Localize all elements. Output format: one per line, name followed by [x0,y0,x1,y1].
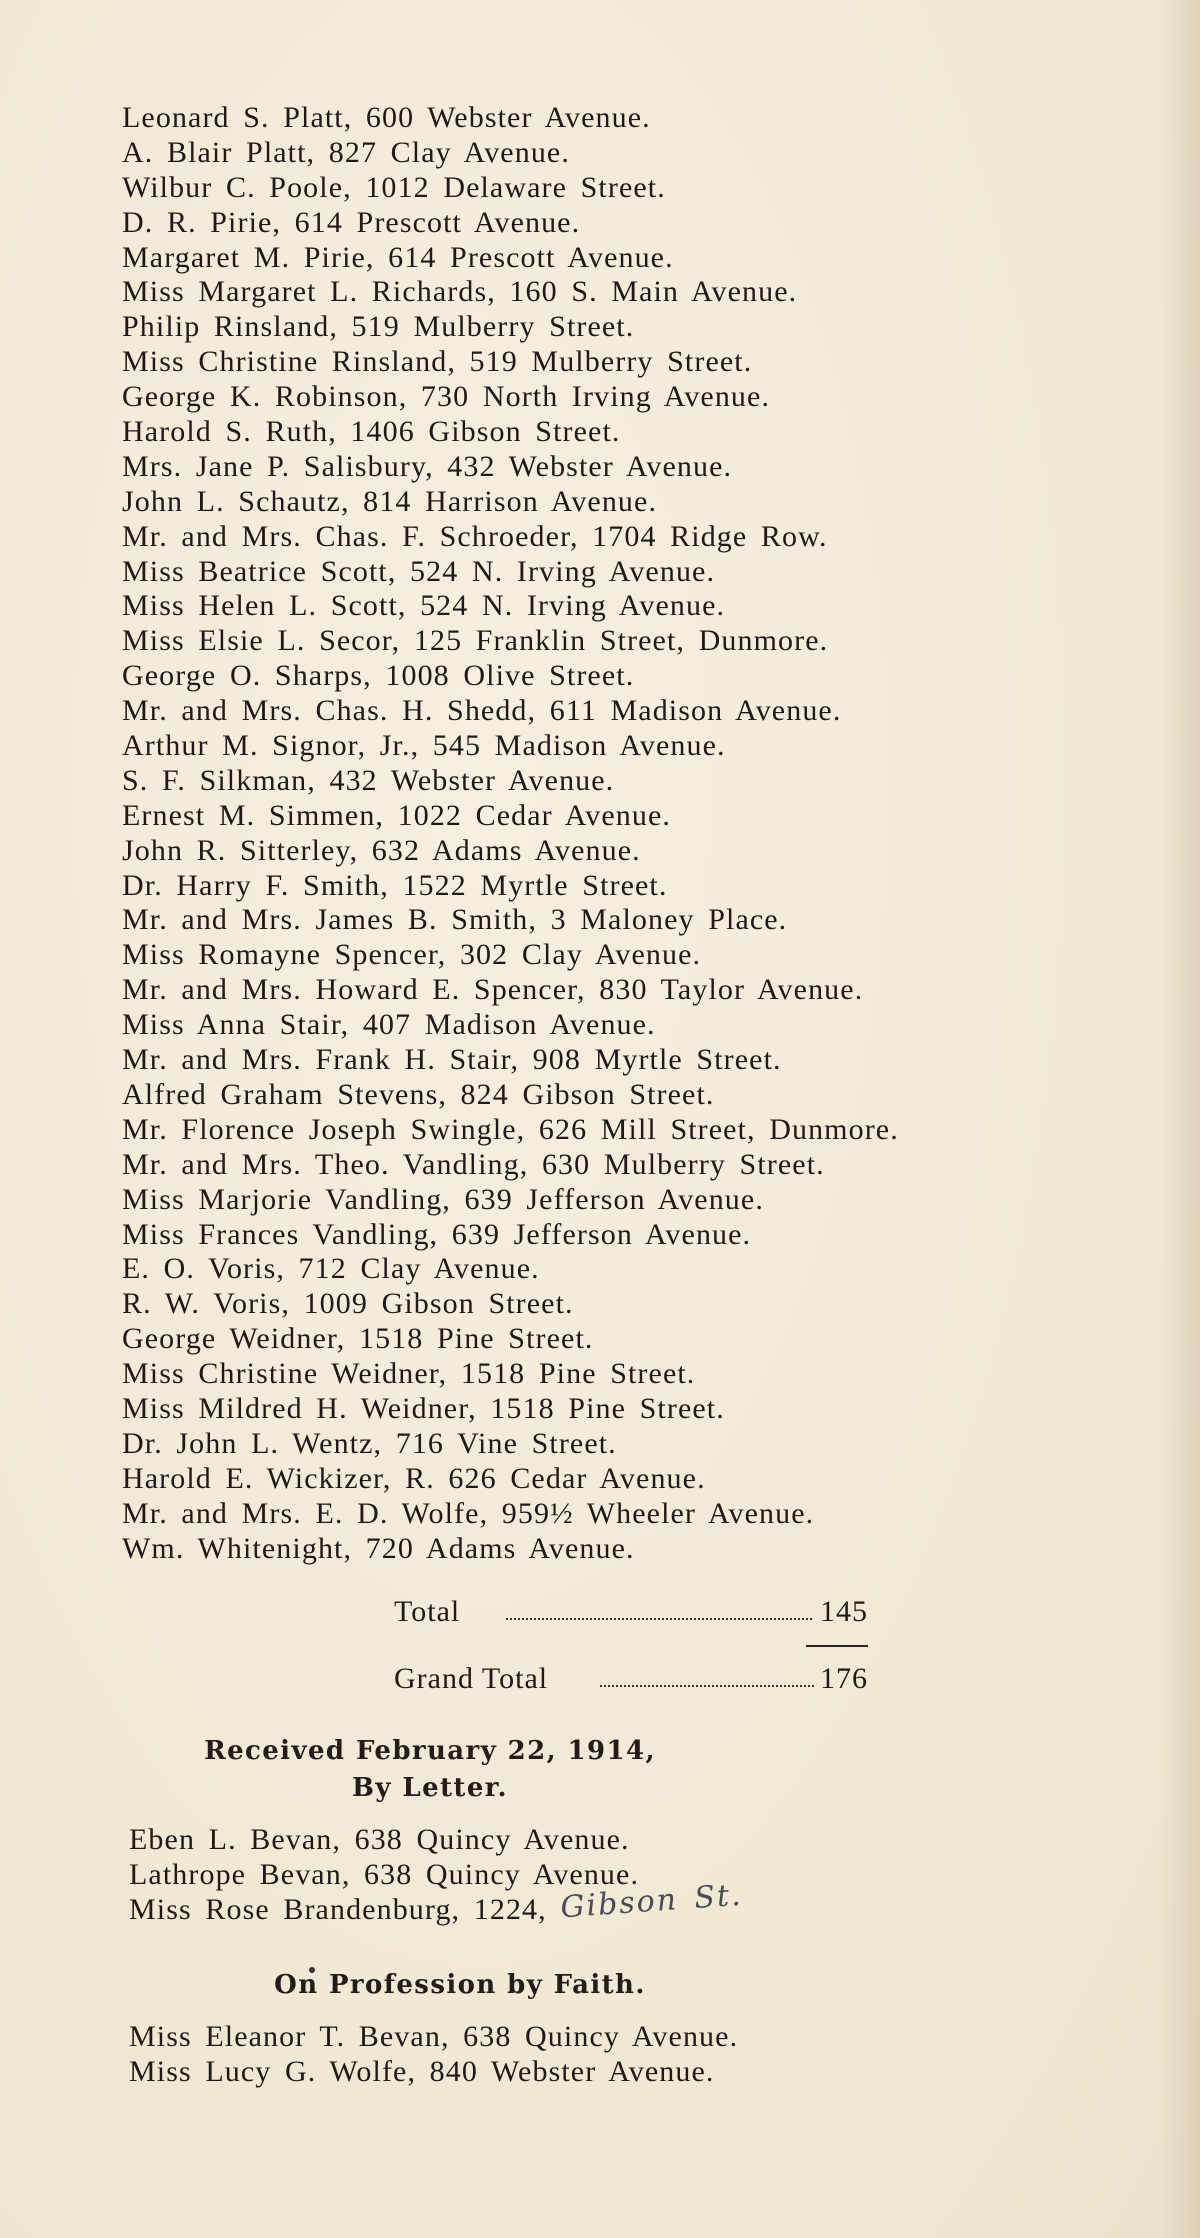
list-item: Miss Helen L. Scott, 524 N. Irving Avenue. [122,589,726,623]
by-letter-list [129,1823,743,1927]
list-item: Mr. and Mrs. Theo. Vandling, 630 Mulberry Street. [122,1147,825,1181]
list-item: Miss Beatrice Scott, 524 N. Irving Avenue. [122,554,716,588]
list-item: Miss Frances Vandling, 639 Jefferson Avenue. [122,1217,752,1251]
list-item: Dr. John L. Wentz, 716 Vine Street. [122,1426,617,1460]
list-item: Harold S. Ruth, 1406 Gibson Street. [122,415,621,449]
list-item: Philip Rinsland, 519 Mulberry Street. [122,310,635,344]
totals-block [394,1592,874,1699]
grand-total-label: Grand Total [394,1662,549,1695]
list-item: A. Blair Platt, 827 Clay Avenue. [122,135,570,169]
list-item: George Weidner, 1518 Pine Street. [122,1322,594,1356]
list-item: Leonard S. Platt, 600 Webster Avenue. [122,101,651,134]
list-item: Miss Romayne Spencer, 302 Clay Avenue. [122,938,702,972]
grand-total-row [394,1659,874,1699]
dot-leader [600,1685,814,1687]
list-item: Ernest M. Simmen, 1022 Cedar Avenue. [122,798,671,832]
list-item: George O. Sharps, 1008 Olive Street. [122,659,635,693]
list-item: Harold E. Wickizer, R. 626 Cedar Avenue. [122,1461,706,1495]
list-item: R. W. Voris, 1009 Gibson Street. [122,1287,574,1321]
list-item: Eben L. Bevan, 638 Quincy Avenue. [129,1823,630,1856]
total-label: Total [394,1595,461,1628]
list-item: Mr. and Mrs. Frank H. Stair, 908 Myrtle Street. [122,1043,782,1077]
grand-total-value: 176 [820,1662,868,1695]
list-item: Miss Christine Rinsland, 519 Mulberry Street. [122,345,753,379]
list-item: Mr. and Mrs. James B. Smith, 3 Maloney Place. [122,903,788,937]
sum-rule [806,1645,868,1647]
by-letter-heading: By Letter. [352,1773,508,1803]
list-item: Mr. and Mrs. E. D. Wolfe, 959½ Wheeler Avenue. [122,1496,815,1530]
profession-heading: On Profession by Faith. [274,1970,646,2000]
list-item [129,1877,744,1928]
list-item: Miss Marjorie Vandling, 639 Jefferson Avenue. [122,1182,764,1216]
list-item: Mr. Florence Joseph Swingle, 626 Mill Street, Dunmore. [122,1112,899,1146]
member-list [122,101,1122,1566]
list-item: Miss Mildred H. Weidner, 1518 Pine Street. [122,1391,725,1425]
list-item: Miss Eleanor T. Bevan, 638 Quincy Avenue. [129,2020,739,2053]
list-item: Lathrope Bevan, 638 Quincy Avenue. [129,1857,640,1891]
list-item: Miss Elsie L. Secor, 125 Franklin Street, Dunmore. [122,624,829,658]
handwritten-annotation: Gibson St. [559,1877,744,1925]
list-item: Dr. Harry F. Smith, 1522 Myrtle Street. [122,868,668,902]
list-item: John L. Schautz, 814 Harrison Avenue. [122,484,658,518]
list-item: John R. Sitterley, 632 Adams Avenue. [122,833,641,867]
list-item: Miss Lucy G. Wolfe, 840 Webster Avenue. [129,2054,715,2088]
dot-leader [506,1618,812,1620]
list-item: Arthur M. Signor, Jr., 545 Madison Avenue. [122,729,726,763]
list-item: Mrs. Jane P. Salisbury, 432 Webster Avenue. [122,449,733,483]
list-item: D. R. Pirie, 614 Prescott Avenue. [122,205,581,239]
list-item: Wm. Whitenight, 720 Adams Avenue. [122,1531,635,1565]
total-value: 145 [820,1595,868,1628]
list-item: Miss Christine Weidner, 1518 Pine Street. [122,1357,696,1391]
page-edge-shading [1160,0,1200,2238]
received-heading: Received February 22, 1914, [204,1736,656,1766]
list-item: E. O. Voris, 712 Clay Avenue. [122,1252,540,1286]
list-item: Wilbur C. Poole, 1012 Delaware Street. [122,170,666,204]
total-row [394,1592,874,1632]
list-item: Alfred Graham Stevens, 824 Gibson Street. [122,1077,715,1111]
list-item: Margaret M. Pirie, 614 Prescott Avenue. [122,240,674,274]
list-item: Mr. and Mrs. Chas. H. Shedd, 611 Madison Avenue. [122,694,842,728]
list-item: George K. Robinson, 730 North Irving Avenue. [122,380,771,414]
list-item: Miss Margaret L. Richards, 160 S. Main Avenue. [122,275,798,309]
list-item: Mr. and Mrs. Howard E. Spencer, 830 Taylor Avenue. [122,973,864,1007]
list-item-text: Miss Rose Brandenburg, 1224, [129,1892,547,1926]
profession-list [129,2020,738,2090]
list-item: Miss Anna Stair, 407 Madison Avenue. [122,1008,656,1042]
list-item: Mr. and Mrs. Chas. F. Schroeder, 1704 Ridge Row. [122,519,828,553]
list-item: S. F. Silkman, 432 Webster Avenue. [122,763,615,797]
